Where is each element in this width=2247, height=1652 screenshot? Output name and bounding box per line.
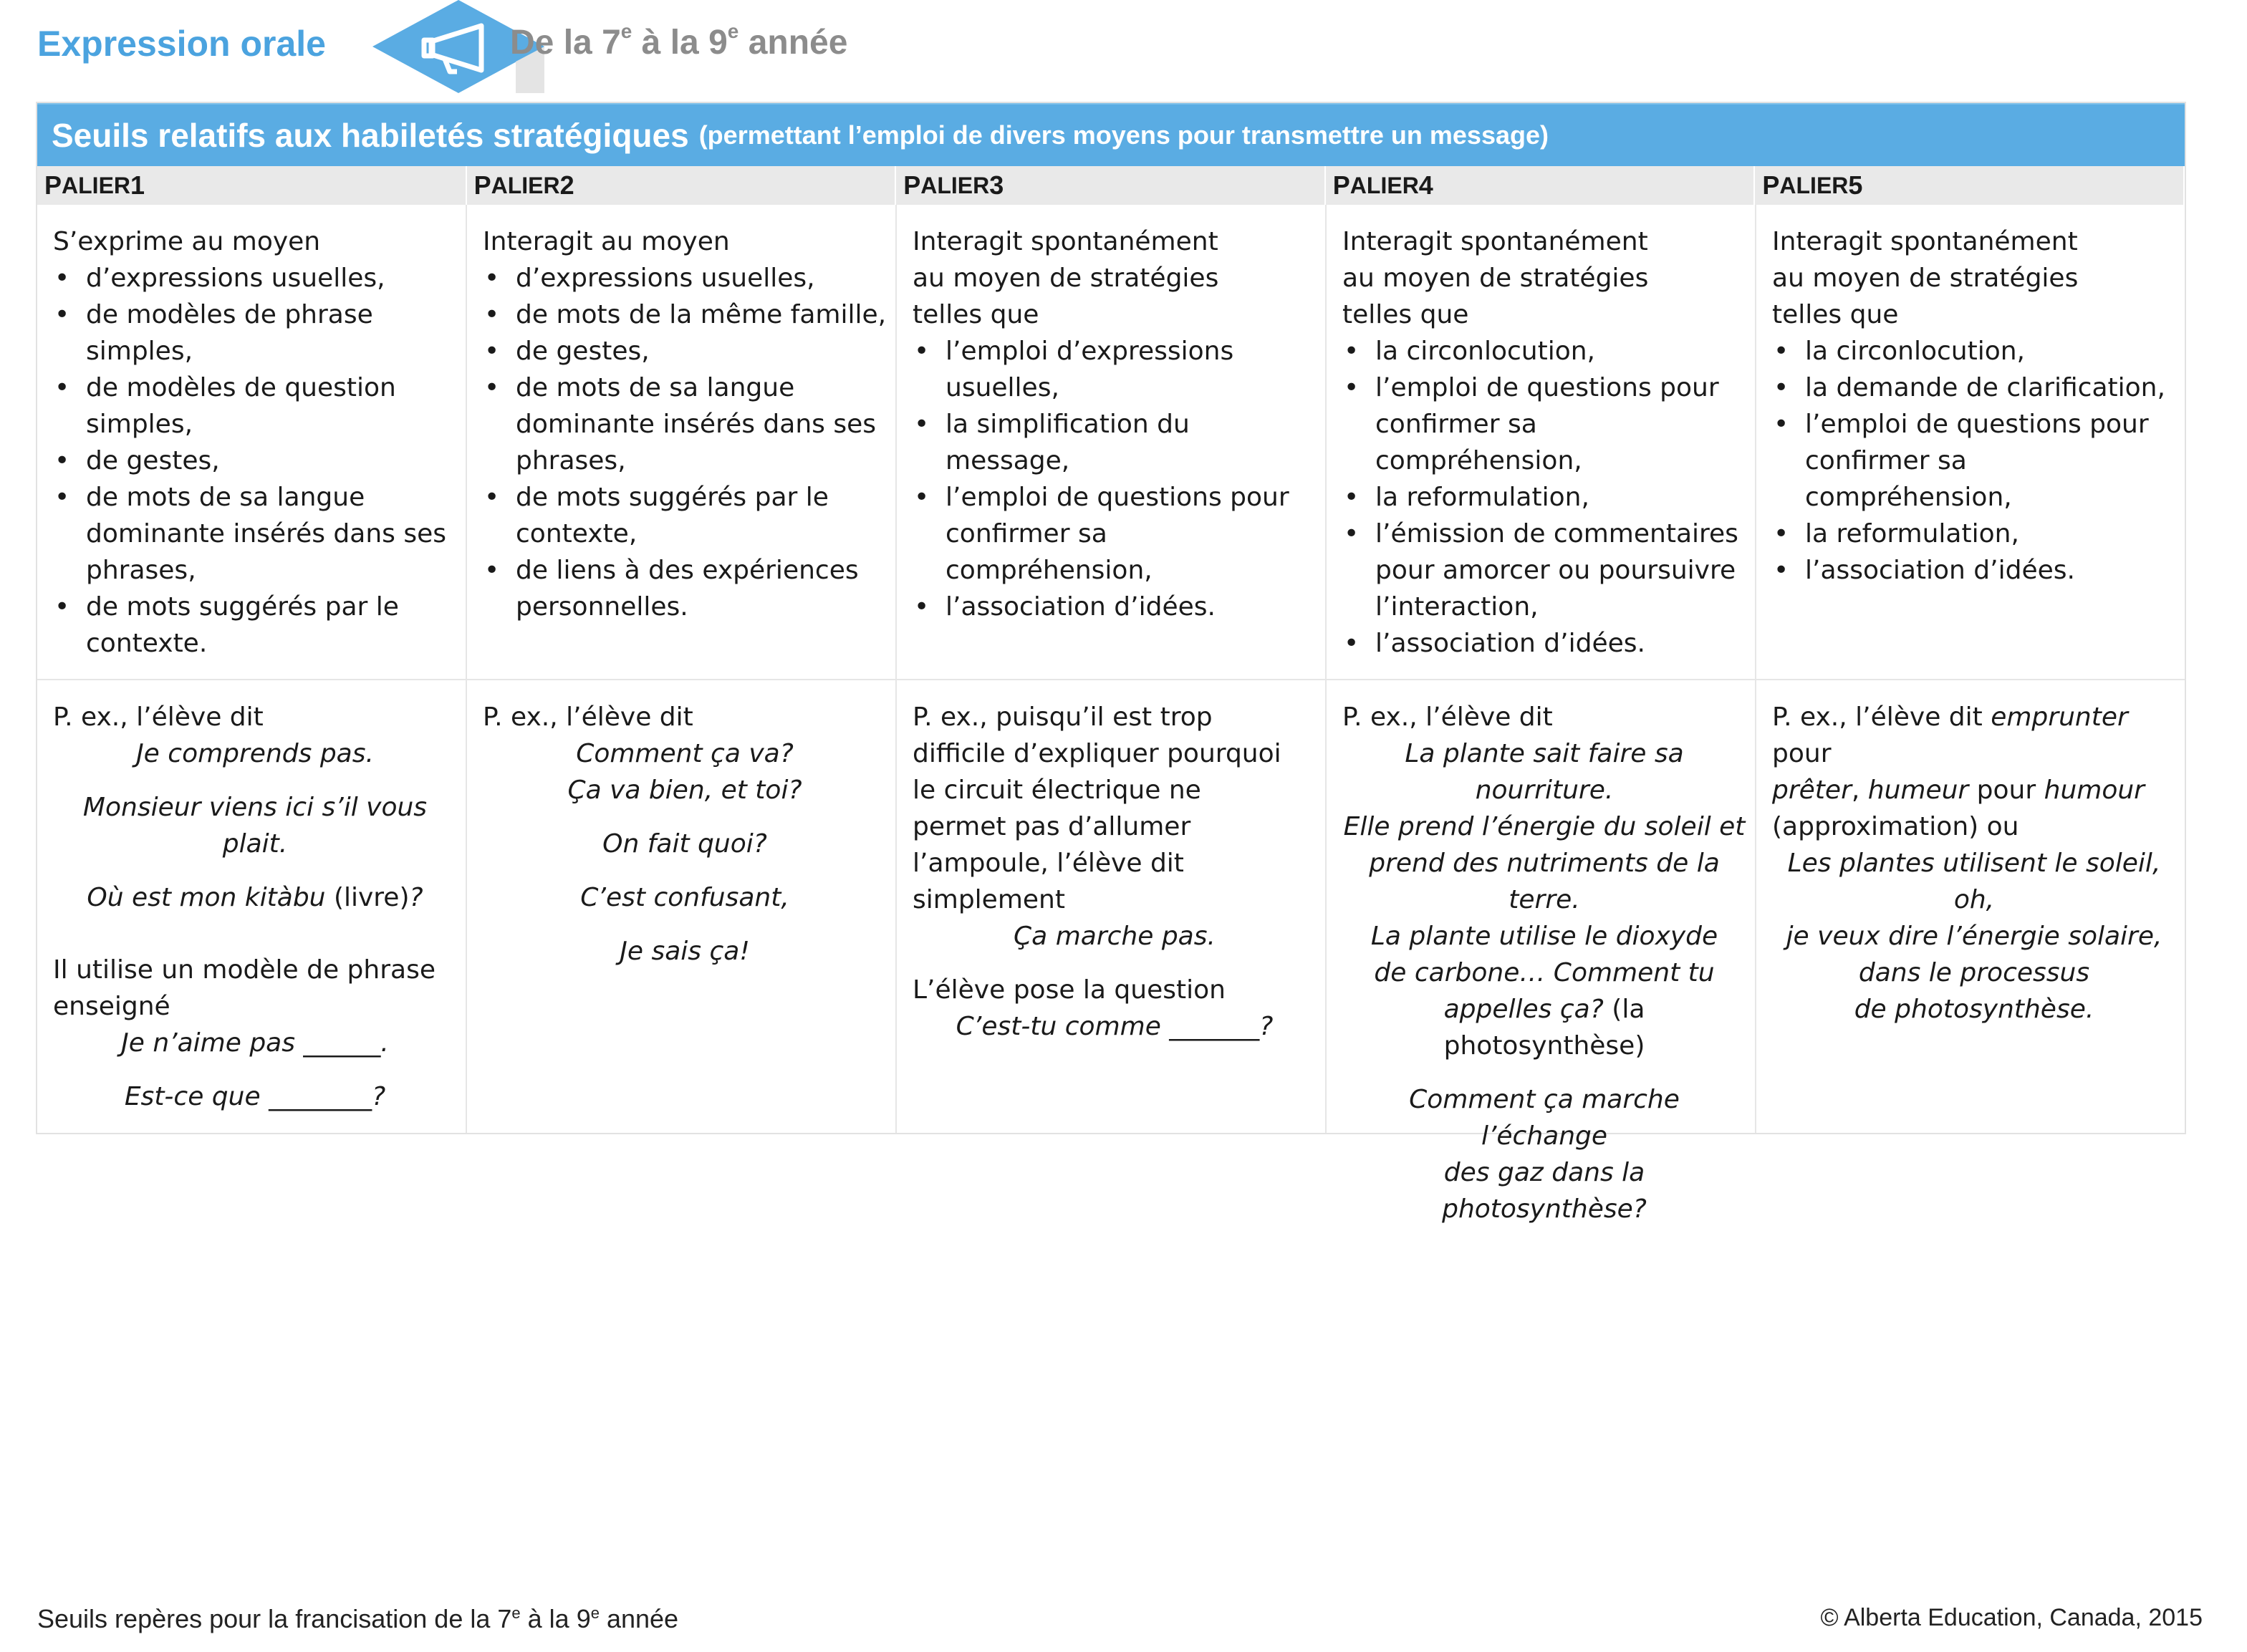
list-item: • l’association d’idées. (913, 589, 1317, 625)
list-item: • la circonlocution, (1772, 333, 2176, 369)
example-quote: Les plantes utilisent le soleil, oh, (1787, 849, 2161, 914)
strategies-palier-2 (467, 205, 897, 679)
example-intro: P. ex., l’élève dit (53, 702, 264, 732)
column-header-palier-2: P ALIER 2 (467, 166, 897, 205)
example-quote: Comment ça va? (576, 739, 794, 768)
example-quote: je veux dire l’énergie solaire, (1786, 922, 2162, 951)
list-item: • la reformulation, (1342, 479, 1746, 516)
strategy-intro: Interagit spontanément (1342, 227, 1648, 256)
subject-title: Expression orale (37, 24, 326, 64)
list-item: • la circonlocution, (1342, 333, 1746, 369)
strategy-list (913, 333, 1317, 625)
example-quote: Comment ça marche l’échange (1409, 1085, 1680, 1151)
example-quote: Elle prend l’énergie du soleil et (1343, 812, 1746, 841)
example-intro: P. ex., puisqu’il est trop difficile d’expliquer pourquoi le circuit électrique ne permet pas d’allumer l’ampoule, l’élève dit simplement (913, 702, 1281, 914)
table-title-sub: (permettant l’emploi de divers moyens pour transmettre un message) (698, 120, 1549, 150)
examples-palier-4 (1327, 680, 1756, 1224)
table-title (37, 103, 2185, 166)
example-intro: P. ex., l’élève dit emprunter pour (1772, 702, 2128, 768)
strategy-intro: telles que (1772, 300, 1899, 329)
example-quote: dans le processus (1858, 958, 2090, 987)
strategies-row (37, 205, 2185, 680)
strategy-intro: S’exprime au moyen (53, 227, 321, 256)
strategies-palier-4 (1327, 205, 1756, 679)
column-header-palier-5: P ALIER 5 (1755, 166, 2185, 205)
example-quote: Je comprends pas. (136, 739, 374, 768)
example-intro: (approximation) ou (1772, 812, 2019, 841)
footer-document-title: Seuils repères pour la francisation de la 7e à la 9e année (37, 1604, 679, 1633)
strategy-list (1342, 333, 1746, 662)
list-item: • la reformulation, (1772, 516, 2176, 552)
list-item: • de mots suggérés par le contexte. (53, 589, 457, 662)
example-intro: P. ex., l’élève dit (483, 702, 693, 732)
example-quote: des gaz dans la photosynthèse? (1442, 1158, 1647, 1224)
list-item: • l’emploi d’expressions usuelles, (913, 333, 1317, 406)
strategy-intro: au moyen de stratégies (1772, 264, 2079, 293)
list-item: • d’expressions usuelles, (483, 260, 887, 296)
strategies-palier-3 (897, 205, 1327, 679)
column-header-palier-1: P ALIER 1 (37, 166, 467, 205)
list-item: • de gestes, (53, 443, 457, 479)
example-quote: prend des nutriments de la terre. (1369, 849, 1720, 914)
list-item: • de gestes, (483, 333, 887, 369)
examples-row (37, 680, 2185, 1224)
list-item: • de modèles de question simples, (53, 369, 457, 443)
examples-palier-2 (467, 680, 897, 1133)
strategy-intro: Interagit spontanément (913, 227, 1218, 256)
strategy-list (1772, 333, 2176, 589)
strategy-intro: au moyen de stratégies (913, 264, 1219, 293)
list-item: • la demande de clarification, (1772, 369, 2176, 406)
example-intro: prêter, humeur pour humour (1772, 776, 2145, 805)
example-quote: appelles ça? (la photosynthèse) (1443, 995, 1645, 1061)
column-header-palier-3: P ALIER 3 (896, 166, 1326, 205)
column-headers (37, 166, 2185, 205)
page-header (37, 0, 2215, 93)
list-item: • de liens à des expériences personnelles. (483, 552, 887, 625)
example-quote: La plante sait faire sa nourriture. (1405, 739, 1684, 805)
example-quote: Ça marche pas. (1014, 922, 1216, 951)
examples-palier-3 (897, 680, 1327, 1133)
example-quote: de carbone… Comment tu (1374, 958, 1715, 987)
example-intro: P. ex., l’élève dit (1342, 702, 1553, 732)
example-note: L’élève pose la question (913, 975, 1226, 1005)
list-item: • d’expressions usuelles, (53, 260, 457, 296)
example-quote: Est-ce que ________? (124, 1082, 386, 1111)
example-quote: Je sais ça! (620, 937, 750, 966)
example-quote: C’est-tu comme _______? (956, 1012, 1274, 1041)
examples-palier-5 (1756, 680, 2185, 1133)
thresholds-table (36, 102, 2186, 1224)
list-item: • l’emploi de questions pour confirmer sa compréhension, (913, 479, 1317, 589)
example-quote: Où est mon kitàbu (livre)? (87, 883, 423, 912)
list-item: • de mots de sa langue dominante insérés dans ses phrases, (483, 369, 887, 479)
example-quote: C’est confusant, (580, 883, 789, 912)
strategy-intro: au moyen de stratégies (1342, 264, 1649, 293)
strategy-intro: telles que (1342, 300, 1469, 329)
example-note: Il utilise un modèle de phrase enseigné (53, 955, 436, 1021)
strategies-palier-1 (37, 205, 467, 679)
list-item: • l’emploi de questions pour confirmer sa compréhension, (1772, 406, 2176, 516)
strategies-palier-5 (1756, 205, 2185, 679)
list-item: • la simplification du message, (913, 406, 1317, 479)
list-item: • de mots suggérés par le contexte, (483, 479, 887, 552)
example-quote: de photosynthèse. (1854, 995, 2094, 1024)
strategy-list (483, 260, 887, 625)
example-quote: Ça va bien, et toi? (567, 776, 802, 805)
example-quote: Je n’aime pas ______. (121, 1028, 389, 1058)
list-item: • l’émission de commentaires pour amorcer ou poursuivre l’interaction, (1342, 516, 1746, 625)
examples-palier-1 (37, 680, 467, 1133)
list-item: • de modèles de phrase simples, (53, 296, 457, 369)
example-quote: Monsieur viens ici s’il vous plait. (82, 793, 428, 859)
list-item: • l’emploi de questions pour confirmer sa compréhension, (1342, 369, 1746, 479)
list-item: • de mots de sa langue dominante insérés dans ses phrases, (53, 479, 457, 589)
list-item: • l’association d’idées. (1342, 625, 1746, 662)
strategy-intro: Interagit au moyen (483, 227, 730, 256)
footer-copyright: © Alberta Education, Canada, 2015 (1820, 1604, 2203, 1631)
grade-range: De la 7e à la 9e année (510, 20, 848, 62)
strategy-list (53, 260, 457, 662)
strategy-intro: Interagit spontanément (1772, 227, 2078, 256)
list-item: • de mots de la même famille, (483, 296, 887, 333)
example-quote: On fait quoi? (602, 829, 767, 859)
table-title-main: Seuils relatifs aux habiletés stratégiques (52, 117, 689, 154)
example-quote: La plante utilise le dioxyde (1370, 922, 1718, 951)
column-header-palier-4: P ALIER 4 (1326, 166, 1756, 205)
strategy-intro: telles que (913, 300, 1039, 329)
list-item: • l’association d’idées. (1772, 552, 2176, 589)
